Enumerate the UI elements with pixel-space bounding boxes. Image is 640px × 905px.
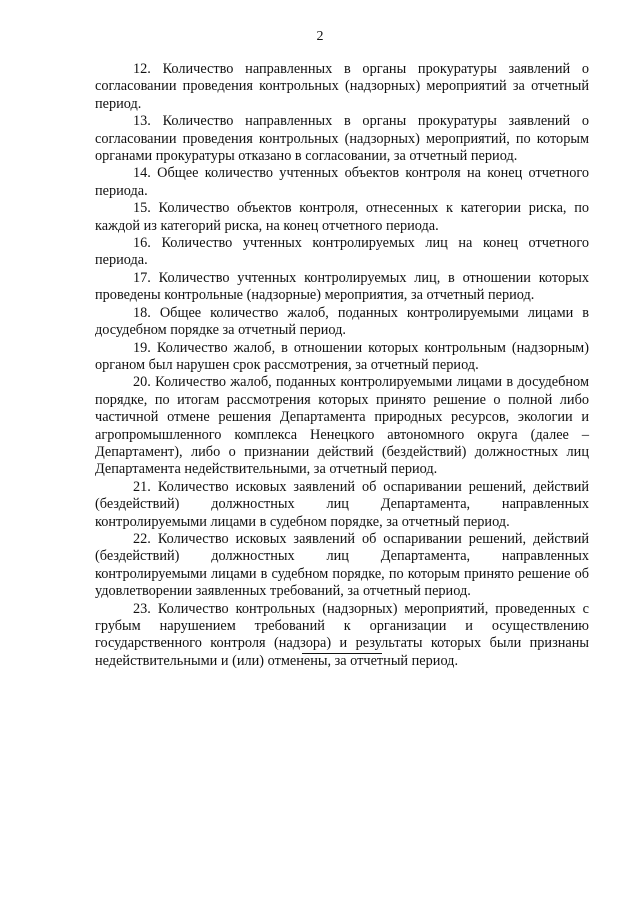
paragraph-13: 13. Количество направленных в органы прокуратуры заявлений о согласовании проведения контрольных (надзорных) мероприятий, по которым органами прокуратуры отказано в согласовании, за отчетный период. xyxy=(95,113,589,165)
paragraph-23: 23. Количество контрольных (надзорных) мероприятий, проведенных с грубым нарушением требований к организации и осуществлению государственного контроля (надзора) и результаты которых были признаны недействительными и (или) отменены, за отчетный период. xyxy=(95,600,589,669)
paragraph-18: 18. Общее количество жалоб, поданных контролируемыми лицами в досудебном порядке за отчетный период. xyxy=(95,304,589,339)
paragraph-20: 20. Количество жалоб, поданных контролируемыми лицами в досудебном порядке, по итогам рассмотрения которых принято решение о полной либо частичной отмене решения Департамента природных ресурсов, экологии и агропромышленного комплекса Ненецкого автономного округа (далее – Департамент), либо о признании действий (бездействий) должностных лиц Департамента недействительными, за отчетный период. xyxy=(95,374,589,478)
paragraph-21: 21. Количество исковых заявлений об оспаривании решений, действий (бездействий) должностных лиц Департамента, направленных контролируемыми лицами в судебном порядке, за отчетный период. xyxy=(95,478,589,530)
paragraph-14: 14. Общее количество учтенных объектов контроля на конец отчетного периода. xyxy=(95,165,589,199)
end-of-document-rule xyxy=(302,653,382,654)
paragraph-12: 12. Количество направленных в органы прокуратуры заявлений о согласовании проведения контрольных (надзорных) мероприятий за отчетный период. xyxy=(95,61,589,112)
page-number: 2 xyxy=(316,29,324,44)
paragraph-17: 17. Количество учтенных контролируемых лиц, в отношении которых проведены контрольные (надзорные) мероприятия, за отчетный период. xyxy=(95,269,589,304)
paragraph-19: 19. Количество жалоб, в отношении которых контрольным (надзорным) органом был нарушен срок рассмотрения, за отчетный период. xyxy=(95,339,589,373)
paragraph-22: 22. Количество исковых заявлений об оспаривании решений, действий (бездействий) должностных лиц Департамента, направленных контролируемыми лицами в судебном порядке, по которым принято решение об удовлетворении заявленных требований, за отчетный период. xyxy=(95,530,589,600)
document-body xyxy=(95,61,589,670)
paragraph-16: 16. Количество учтенных контролируемых лиц на конец отчетного периода. xyxy=(95,235,589,269)
paragraph-15: 15. Количество объектов контроля, отнесенных к категории риска, по каждой из категорий риска, на конец отчетного периода. xyxy=(95,200,589,234)
